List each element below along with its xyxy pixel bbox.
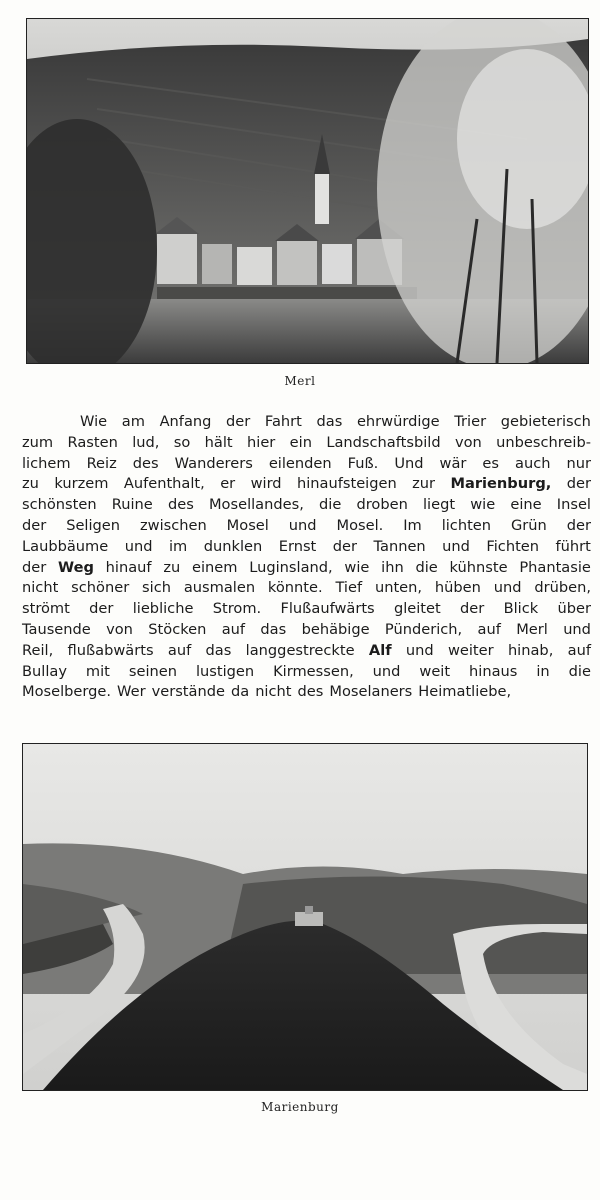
word: auf: [477, 620, 501, 638]
word: Mosellandes,: [208, 496, 304, 514]
word: hier: [247, 433, 276, 451]
word: des: [297, 683, 324, 701]
word: Fichten: [486, 537, 540, 555]
word: verstände: [151, 683, 225, 701]
caption-merl: Merl: [284, 374, 316, 388]
word: unten,: [374, 579, 423, 597]
word: auf: [167, 641, 192, 659]
word: am: [121, 413, 145, 430]
word: so: [173, 433, 191, 451]
word: Seligen: [66, 516, 121, 534]
word: drüben,: [534, 579, 591, 597]
word: Landschaftsbild: [326, 433, 441, 451]
paragraph: [22, 412, 591, 703]
word: auf: [221, 620, 246, 638]
word: wie: [344, 558, 370, 576]
word: droben: [356, 496, 408, 514]
word: in: [536, 662, 550, 680]
word: die: [319, 496, 342, 514]
word: und: [288, 516, 317, 534]
word: nicht: [255, 683, 292, 701]
word: strömt: [22, 600, 70, 618]
word: Bullay: [22, 662, 67, 680]
word: die: [415, 558, 438, 576]
word: Moselaners: [329, 683, 413, 701]
word: lustigen: [195, 662, 255, 680]
word: zum: [22, 433, 54, 451]
word: liebliche: [132, 600, 194, 618]
word: Grün: [510, 516, 547, 534]
word: Ernst: [278, 537, 317, 555]
word: Insel: [556, 496, 591, 514]
photo-marienburg: [22, 743, 588, 1091]
word: Stöcken: [148, 620, 207, 638]
word: es: [482, 454, 500, 472]
word: der: [22, 558, 47, 576]
word: von: [106, 620, 133, 638]
word: der: [566, 516, 591, 534]
text-line: [22, 412, 591, 433]
word: könnte.: [267, 579, 323, 597]
word: Mosel.: [336, 516, 384, 534]
word: ausmalen: [183, 579, 256, 597]
word: das: [260, 620, 287, 638]
word: kurzem: [54, 475, 109, 493]
word: führt: [555, 537, 591, 555]
word: langgestreckte: [245, 641, 355, 659]
word: und: [563, 620, 591, 638]
text-line: [22, 433, 591, 454]
word: Flußaufwärts: [280, 600, 375, 618]
word: einem: [191, 558, 238, 576]
word: zu: [163, 558, 181, 576]
word: Wer: [117, 683, 146, 701]
word: der: [460, 600, 485, 618]
word: Strom.: [212, 600, 262, 618]
word: Merl: [516, 620, 548, 638]
word: Heimatliebe,: [418, 683, 512, 701]
word: eilenden: [268, 454, 332, 472]
word: Im: [403, 516, 422, 534]
word: ihn: [381, 558, 404, 576]
word: Tausende: [22, 620, 91, 638]
word: Laubbäume: [22, 537, 109, 555]
word: zwischen: [139, 516, 207, 534]
word: des: [167, 496, 194, 514]
word: Moselberge.: [22, 683, 112, 701]
word: hüben: [434, 579, 481, 597]
word: gleitet: [393, 600, 441, 618]
word: Fuß.: [347, 454, 379, 472]
word: Mosel: [226, 516, 269, 534]
word: seinen: [128, 662, 177, 680]
word: Wanderers: [174, 454, 253, 472]
word: weiter: [447, 641, 494, 659]
word: flußabwärts: [67, 641, 154, 659]
word: Und: [394, 454, 424, 472]
caption-marienburg: Marienburg: [261, 1100, 339, 1114]
word: und: [124, 537, 153, 555]
word: der: [566, 475, 591, 493]
word: und: [372, 662, 401, 680]
word: lud,: [132, 433, 160, 451]
word: das: [205, 641, 232, 659]
word: auf: [567, 641, 591, 659]
word: der: [332, 537, 358, 555]
text-line: [22, 474, 591, 495]
text-line: [22, 537, 591, 558]
text-line: [22, 454, 591, 475]
word: von: [454, 433, 482, 451]
word: und: [493, 579, 522, 597]
word: des: [132, 454, 159, 472]
word: hält: [204, 433, 233, 451]
word: weit: [419, 662, 451, 680]
word: wie: [470, 496, 496, 514]
word: Reil,: [22, 641, 54, 659]
text-line: [22, 495, 591, 516]
text-line: [22, 641, 591, 662]
word: Anfang: [159, 413, 212, 430]
marienburg-river-image: [23, 744, 587, 1090]
word: schöner: [71, 579, 130, 597]
word: Marienburg,: [450, 475, 552, 493]
word: Weg: [58, 558, 94, 576]
word: Trier: [454, 413, 487, 430]
word: sich: [142, 579, 171, 597]
word: Reiz: [86, 454, 117, 472]
text-line: [22, 516, 591, 537]
word: und: [442, 537, 470, 555]
word: Tannen: [373, 537, 426, 555]
word: zur: [412, 475, 436, 493]
word: schönsten: [22, 496, 97, 514]
word: ein: [289, 433, 312, 451]
word: dunklen: [203, 537, 263, 555]
word: das: [316, 413, 343, 430]
word: im: [168, 537, 188, 555]
word: liegt: [423, 496, 456, 514]
text-line: [22, 620, 591, 641]
word: und: [405, 641, 434, 659]
word: mit: [85, 662, 110, 680]
photo-merl: [26, 18, 589, 364]
word: lichem: [22, 454, 71, 472]
word: Tief: [335, 579, 363, 597]
word: Kirmessen,: [273, 662, 354, 680]
text-line: [22, 558, 591, 579]
text-line: [22, 662, 591, 683]
word: der: [89, 600, 114, 618]
word: behäbige: [301, 620, 370, 638]
word: wär: [439, 454, 467, 472]
word: nicht: [22, 579, 59, 597]
word: unbeschreib-: [496, 433, 591, 451]
word: der: [226, 413, 251, 430]
word: auch: [515, 454, 551, 472]
word: er: [220, 475, 236, 493]
word: Fahrt: [264, 413, 302, 430]
word: gebieterisch: [500, 413, 591, 430]
word: Alf: [368, 641, 392, 659]
word: lichten: [441, 516, 492, 534]
word: über: [557, 600, 591, 618]
word: ehrwürdige: [356, 413, 440, 430]
word: Pünderich,: [384, 620, 463, 638]
word: wird: [250, 475, 282, 493]
word: Ruine: [111, 496, 153, 514]
word: Phantasie: [519, 558, 591, 576]
word: nur: [566, 454, 591, 472]
word: zu: [22, 475, 39, 493]
merl-village-image: [27, 19, 588, 363]
word: Luginsland,: [249, 558, 333, 576]
word: Blick: [503, 600, 539, 618]
word: hinaus: [469, 662, 518, 680]
text-line: [22, 578, 591, 599]
word: hinaufsteigen: [296, 475, 397, 493]
word: hinauf: [105, 558, 152, 576]
word: Wie: [80, 413, 108, 430]
word: Rasten: [67, 433, 118, 451]
word: die: [568, 662, 591, 680]
text-line: [22, 682, 591, 703]
word: kühnste: [449, 558, 508, 576]
word: da: [230, 683, 250, 701]
word: eine: [510, 496, 542, 514]
word: hinab,: [507, 641, 554, 659]
word: Aufenthalt,: [123, 475, 205, 493]
text-line: [22, 599, 591, 620]
word: der: [22, 516, 47, 534]
